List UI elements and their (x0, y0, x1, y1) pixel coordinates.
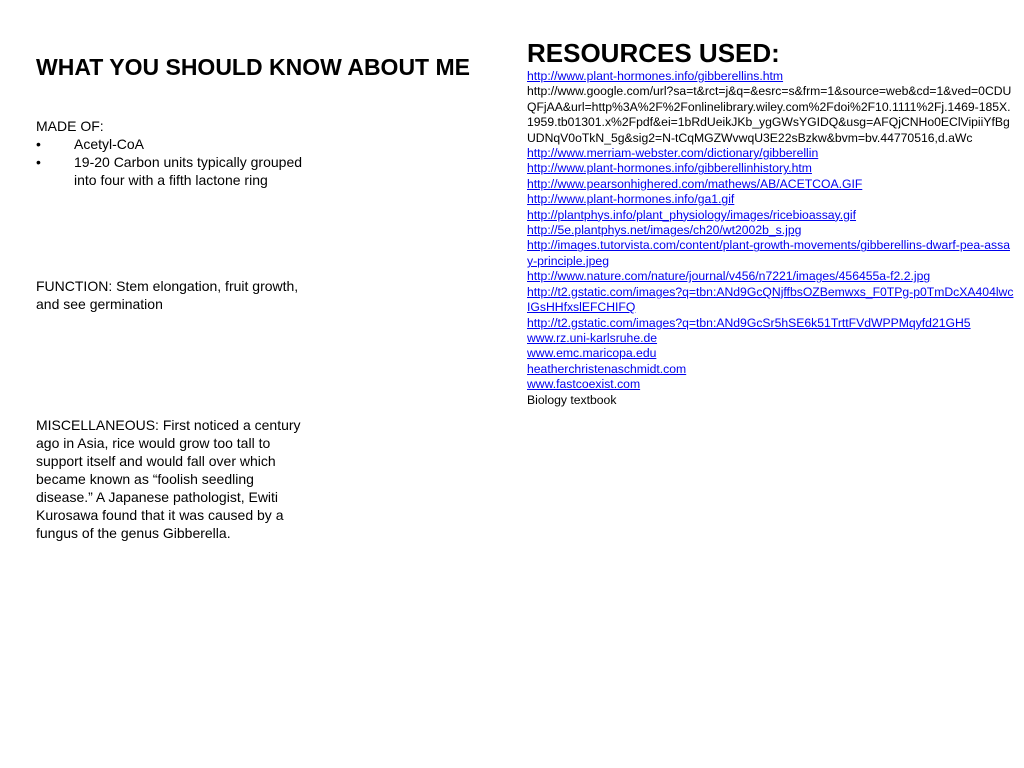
resource-link[interactable]: http://t2.gstatic.com/images?q=tbn:ANd9GcQNjffbsOZBemwxs_F0TPg-p0TmDcXA404lwcIGsHHfxslEFCHIFQ (527, 284, 1014, 315)
resource-item (527, 208, 1015, 223)
resource-item (527, 84, 1015, 146)
resource-link[interactable]: http://www.pearsonhighered.com/mathews/AB/ACETCOA.GIF (527, 176, 863, 191)
resource-link[interactable]: http://www.merriam-webster.com/dictionary/gibberellin (527, 146, 819, 161)
resources-title: RESOURCES USED: (527, 38, 780, 68)
resource-item (527, 377, 1015, 392)
resource-text: http://www.google.com/url?sa=t&rct=j&q=&esrc=s&frm=1&source=web&cd=1&ved=0CDUQFjAA&url=http%3A%2F%2Fonlinelibrary.wiley.com%2Fdoi%2F10.1111%2Fj.1469-185X.1959.tb01301.x%2Fpdf&ei=1bRdUeikJKb_ygGWsYGIDQ&usg=AFQjCNHo0EClVipiiYfBgUDNqV0oTkN_5g&sig2=N-tCqMGZWvwqU3E22sBzkw&bvm=bv.44770516,d.aWc (527, 84, 1012, 145)
resource-item (527, 393, 1015, 408)
resource-item (527, 223, 1015, 238)
resource-item (527, 346, 1015, 361)
resource-link[interactable]: http://plantphys.info/plant_physiology/images/ricebioassay.gif (527, 207, 857, 222)
list-item (36, 153, 312, 189)
resource-link[interactable]: heatherchristenaschmidt.com (527, 361, 687, 376)
made-of-section (36, 117, 312, 189)
resource-link[interactable]: http://5e.plantphys.net/images/ch20/wt2002b_s.jpg (527, 223, 802, 238)
resource-link[interactable]: http://t2.gstatic.com/images?q=tbn:ANd9GcSr5hSE6k51TrttFVdWPPMqyfd21GH5 (527, 315, 971, 330)
resource-item (527, 269, 1015, 284)
made-of-heading: MADE OF: (36, 118, 104, 134)
bullet-icon: • (36, 136, 41, 152)
resource-link[interactable]: http://www.plant-hormones.info/ga1.gif (527, 192, 735, 207)
resource-item (527, 69, 1015, 84)
page-title: WHAT YOU SHOULD KNOW ABOUT ME (36, 54, 470, 80)
resource-item (527, 285, 1015, 316)
resources-section (527, 37, 1015, 408)
resource-link[interactable]: http://images.tutorvista.com/content/plant-growth-movements/gibberellins-dwarf-pea-assay-principle.jpeg (527, 238, 1010, 268)
resource-link[interactable]: www.rz.uni-karlsruhe.de (527, 330, 658, 345)
resource-item (527, 238, 1015, 269)
resource-link[interactable]: www.emc.maricopa.edu (527, 346, 657, 361)
resources-list (527, 69, 1015, 408)
miscellaneous-paragraph: MISCELLANEOUS: First noticed a century ago in Asia, rice would grow too tall to support itself and would fall over which became known as “foolish seedling disease.” A Japanese pathologist, Ewiti Kurosawa found that it was caused by a fungus of the genus Gibberella. (36, 417, 301, 541)
resource-link[interactable]: http://www.plant-hormones.info/gibberellins.htm (527, 69, 784, 83)
resource-link[interactable]: http://www.nature.com/nature/journal/v456/n7221/images/456455a-f2.2.jpg (527, 269, 931, 284)
resource-item (527, 177, 1015, 192)
list-item-text: 19-20 Carbon units typically grouped into four with a fifth lactone ring (74, 154, 303, 188)
resource-link[interactable]: http://www.plant-hormones.info/gibberellinhistory.htm (527, 161, 812, 176)
bullet-icon: • (36, 154, 41, 170)
resource-link[interactable]: www.fastcoexist.com (527, 377, 641, 392)
left-column (36, 52, 516, 82)
list-item-text: Acetyl-CoA (74, 136, 145, 152)
list-item (36, 135, 312, 153)
function-paragraph: FUNCTION: Stem elongation, fruit growth, and see germination (36, 278, 299, 312)
made-of-list (36, 135, 312, 189)
resource-item (527, 331, 1015, 346)
resource-item (527, 146, 1015, 161)
resource-item (527, 192, 1015, 207)
resource-item (527, 316, 1015, 331)
resource-item (527, 161, 1015, 176)
resource-item (527, 362, 1015, 377)
resource-text: Biology textbook (527, 392, 617, 407)
